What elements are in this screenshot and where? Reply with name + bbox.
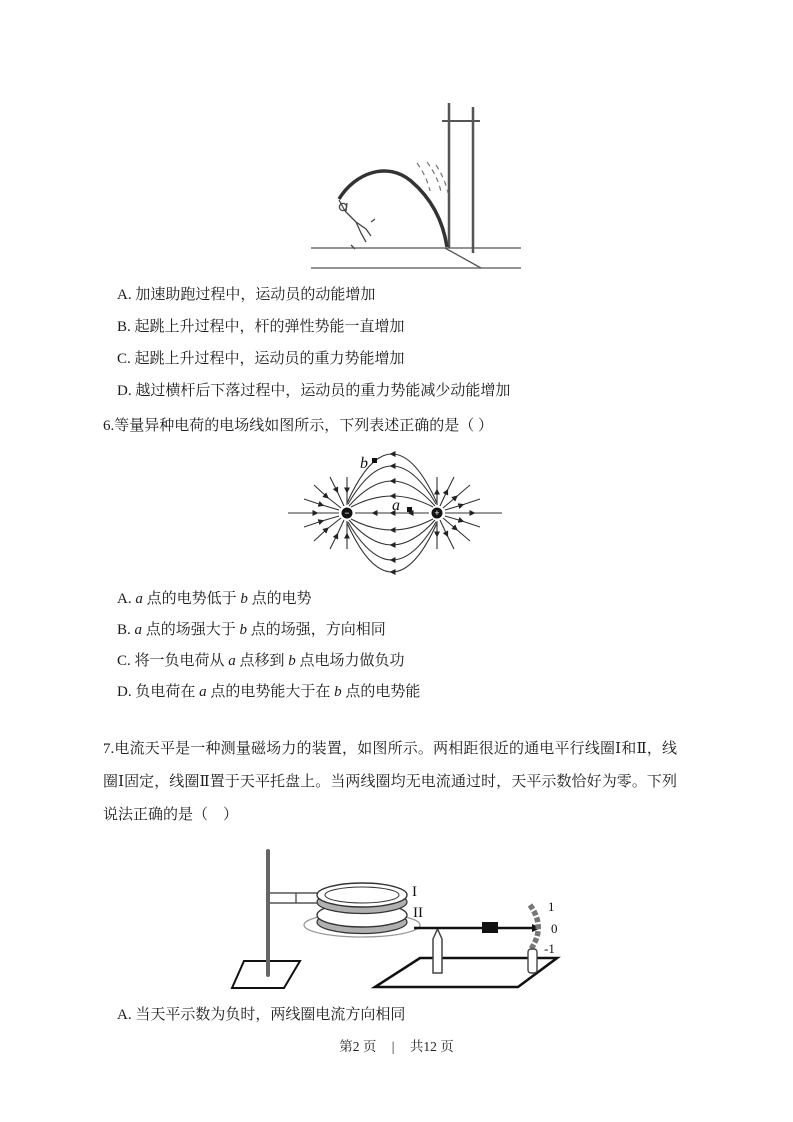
fulcrum-pillar bbox=[433, 929, 442, 973]
coil-two-label: II bbox=[413, 905, 423, 921]
q5-option-d: D. 越过横杆后下落过程中，运动员的重力势能减少动能增加 bbox=[117, 383, 511, 399]
point-b-label: b bbox=[360, 455, 368, 472]
q6-stem: 6.等量异种电荷的电场线如图所示，下列表述正确的是（ ） bbox=[103, 418, 494, 434]
q5-option-a: A. 加速助跑过程中，运动员的动能增加 bbox=[117, 287, 376, 303]
support-arm bbox=[270, 893, 323, 903]
figure-pole-vault bbox=[303, 95, 528, 280]
positive-charge-sign: + bbox=[434, 508, 440, 518]
scale-label-minus: -1 bbox=[544, 941, 555, 956]
scale-label-plus: 1 bbox=[548, 899, 555, 914]
upright-posts bbox=[449, 103, 473, 253]
page-footer bbox=[0, 1037, 793, 1057]
motion-lines bbox=[417, 162, 448, 193]
q7-stem bbox=[103, 733, 677, 832]
q7-stem-line-2: 圈Ⅰ固定，线圈Ⅱ置于天平托盘上。当两线圈均无电流通过时，天平示数恰好为零。下列 bbox=[103, 774, 677, 790]
q6-option-c: C. 将一负电荷从 a 点移到 b 点电场力做负功 bbox=[117, 653, 405, 669]
coil-one-label: I bbox=[412, 884, 417, 900]
figure-electric-field-lines bbox=[286, 448, 504, 580]
q7-stem-line-1: 7.电流天平是一种测量磁场力的装置，如图所示。两相距很近的通电平行线圈Ⅰ和Ⅱ，线 bbox=[103, 741, 677, 757]
counterweight bbox=[482, 922, 498, 933]
field-arcs-lower bbox=[347, 519, 437, 572]
ground-lines bbox=[311, 248, 521, 268]
bent-pole bbox=[339, 171, 447, 247]
vaulter-figure bbox=[339, 200, 375, 249]
point-b-marker bbox=[372, 458, 377, 463]
point-a-label: a bbox=[392, 497, 400, 514]
q5-option-c: C. 起跳上升过程中，运动员的重力势能增加 bbox=[117, 351, 405, 367]
footer-page-total: 共12 页 bbox=[409, 1039, 454, 1054]
q6-option-d: D. 负电荷在 a 点的电势能大于在 b 点的电势能 bbox=[117, 684, 421, 700]
footer-separator: | bbox=[391, 1039, 395, 1054]
q6-option-b: B. a 点的场强大于 b 点的场强，方向相同 bbox=[117, 622, 386, 638]
figure-current-balance bbox=[228, 843, 573, 995]
q5-options bbox=[117, 279, 510, 407]
coil-one bbox=[317, 883, 407, 914]
point-a-marker bbox=[407, 507, 412, 512]
footer-page-number: 第2 页 bbox=[339, 1039, 377, 1054]
scale-post bbox=[528, 949, 537, 973]
q7-stem-line-3: 说法正确的是（ ） bbox=[103, 807, 239, 823]
q6-option-a: A. a 点的电势低于 b 点的电势 bbox=[117, 591, 312, 607]
q5-option-b: B. 起跳上升过程中，杆的弹性势能一直增加 bbox=[117, 319, 405, 335]
scale-label-zero: 0 bbox=[551, 921, 558, 936]
negative-charge-sign: − bbox=[344, 508, 350, 518]
q7-option-a: A. 当天平示数为负时，两线圈电流方向相同 bbox=[117, 1007, 406, 1023]
q6-options bbox=[117, 584, 420, 708]
